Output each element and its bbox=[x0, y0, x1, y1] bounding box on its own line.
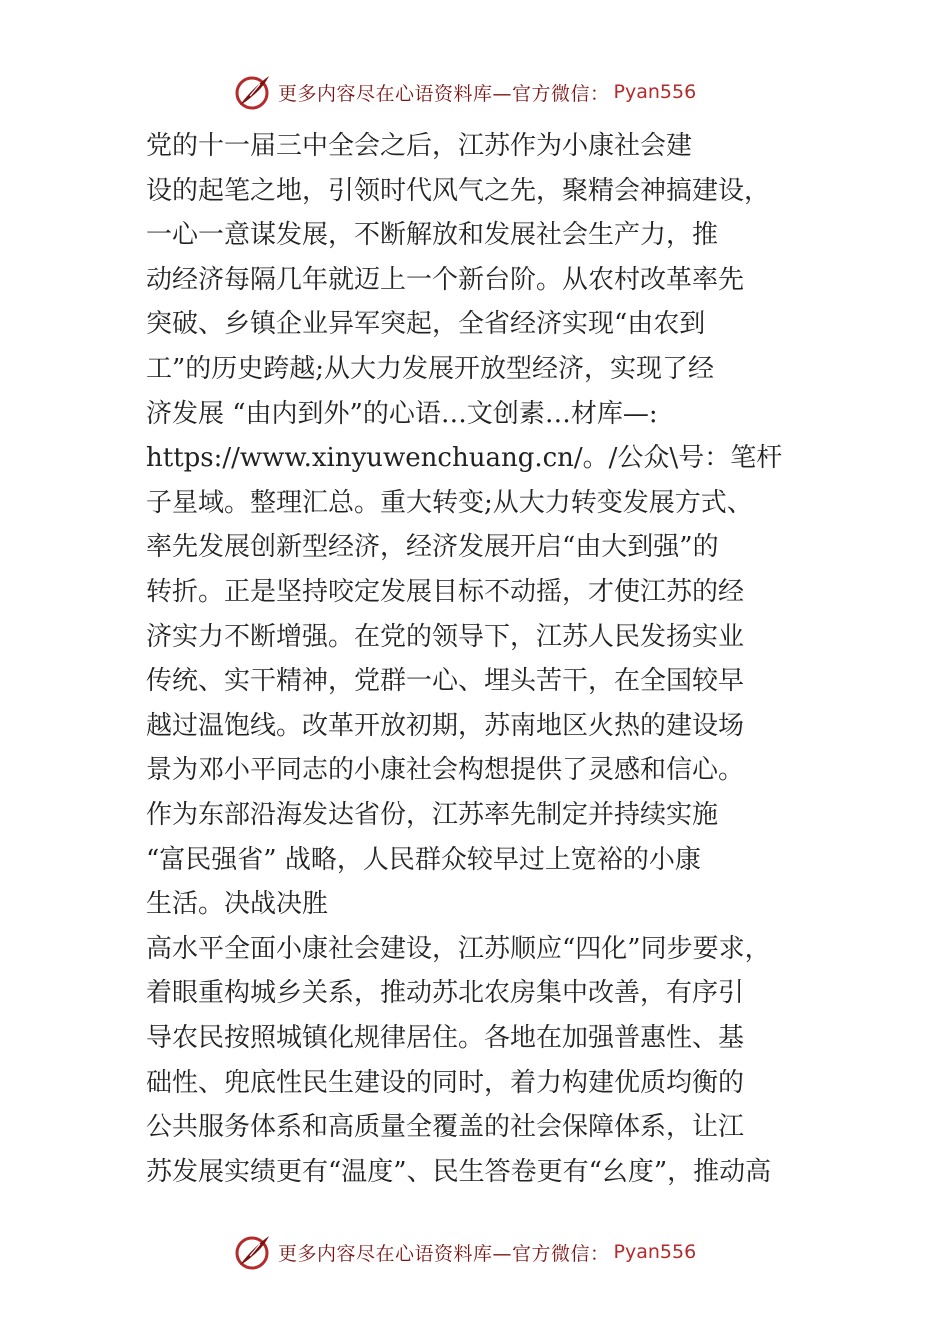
text-line: 设的起笔之地，引领时代风气之先，聚精会神搞建设， bbox=[146, 175, 771, 206]
quill-circle-logo-icon bbox=[232, 1232, 272, 1272]
text-line: 工”的历史跨越;从大力发展开放型经济，实现了经 bbox=[146, 354, 715, 384]
text-line: 动经济每隔几年就迈上一个新台阶。从农村改革率先 bbox=[146, 264, 745, 295]
text-line: 一心一意谋发展，不断解放和发展社会生产力，推 bbox=[146, 220, 719, 251]
wechat-id: Pyan556 bbox=[613, 1241, 697, 1263]
footer-banner bbox=[232, 1230, 732, 1274]
text-line: 作为东部沿海发达省份，江苏率先制定并持续实施 bbox=[146, 800, 719, 830]
text-line: 率先发展创新型经济，经济发展开启“由大到强”的 bbox=[146, 532, 719, 563]
text-line: 础性、兜底性民生建设的同时，着力构建优质均衡的 bbox=[146, 1067, 745, 1098]
text-line: 苏发展实绩更有“温度”、民生答卷更有“幺度”，推动高 bbox=[146, 1156, 772, 1187]
text-line: https://www.xinyuwenchuang.cn/。/公众\号：笔杆 bbox=[146, 443, 783, 474]
text-line: 济发展 “由内到外”的心语…文创素…材库—: bbox=[146, 398, 658, 429]
text-line: 生活。决战决胜 bbox=[146, 889, 329, 920]
text-line: “富民强省” 战略，人民群众较早过上宽裕的小康 bbox=[146, 844, 701, 875]
text-line: 着眼重构城乡关系，推动苏北农房集中改善，有序引 bbox=[146, 978, 745, 1009]
text-line: 景为邓小平同志的小康社会构想提供了灵感和信心。 bbox=[146, 755, 745, 786]
text-line: 传统、实干精神，党群一心、埋头苦干，在全国较早 bbox=[146, 666, 745, 697]
wechat-id: Pyan556 bbox=[613, 81, 697, 103]
text-line: 导农民按照城镇化规律居住。各地在加强普惠性、基 bbox=[146, 1023, 745, 1053]
banner-text: 更多内容尽在心语资料库—官方微信： bbox=[278, 82, 610, 105]
text-line: 越过温饱线。改革开放初期，苏南地区火热的建设场 bbox=[146, 710, 745, 741]
text-line: 子星域。整理汇总。重大转变;从大力转变发展方式、 bbox=[146, 487, 753, 518]
text-line: 转折。正是坚持咬定发展目标不动摇，才使江苏的经 bbox=[146, 577, 745, 607]
banner-text: 更多内容尽在心语资料库—官方微信： bbox=[278, 1242, 610, 1265]
text-line: 党的十一届三中全会之后，江苏作为小康社会建 bbox=[146, 131, 693, 161]
text-line: 济实力不断增强。在党的领导下，江苏人民发扬实业 bbox=[146, 621, 745, 652]
text-line: 突破、乡镇企业异军突起，全省经济实现“由农到 bbox=[146, 309, 706, 340]
text-line: 高水平全面小康社会建设，江苏顺应“四化”同步要求， bbox=[146, 933, 771, 964]
text-line: 公共服务体系和高质量全覆盖的社会保障体系，让江 bbox=[146, 1112, 745, 1143]
